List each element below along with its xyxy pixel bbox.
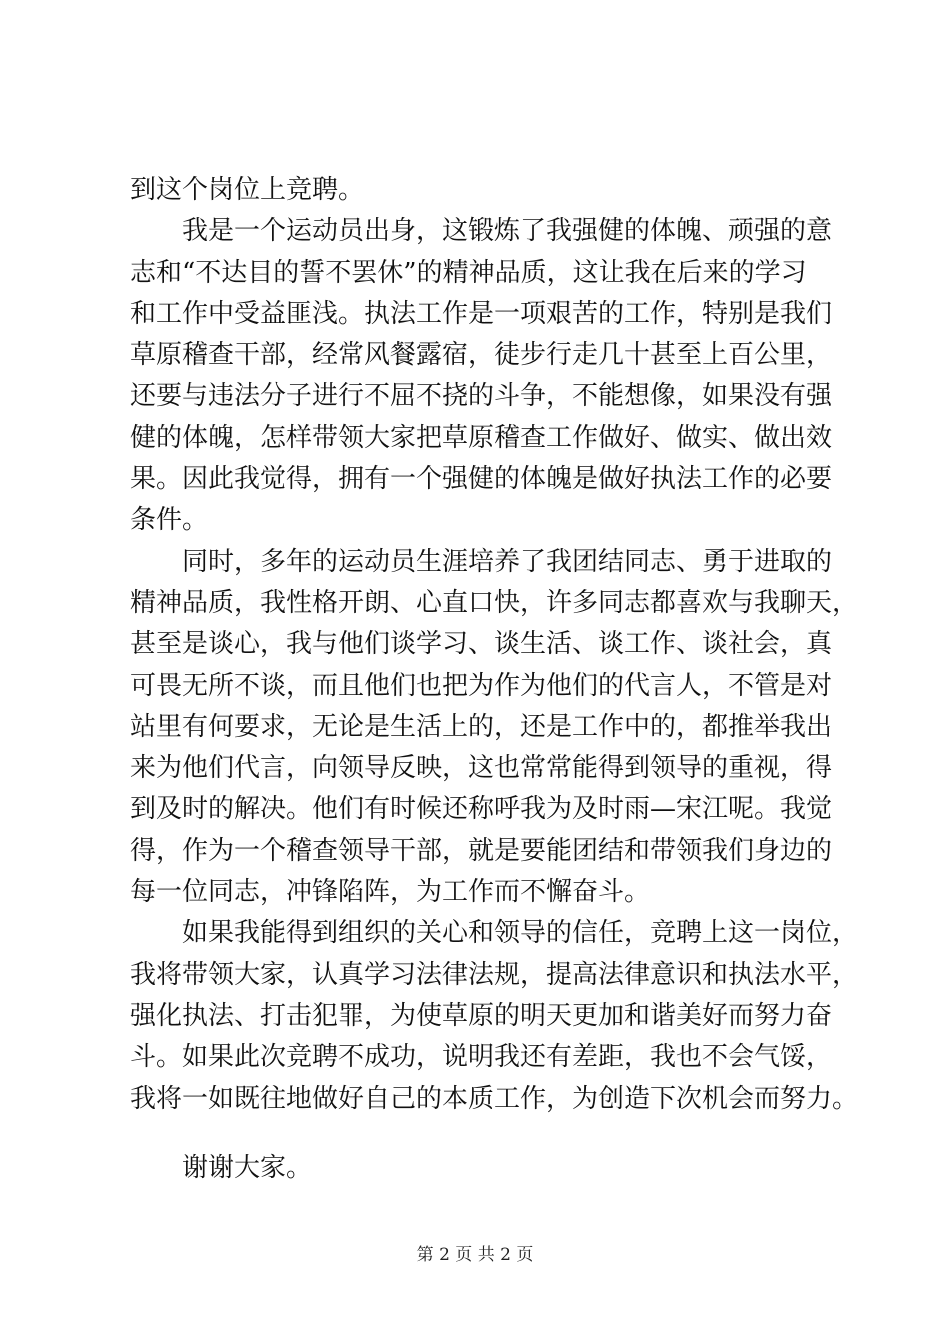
text-line: 健的体魄，怎样带领大家把草原稽查工作做好、做实、做出效 — [130, 422, 833, 453]
text-line: 强化执法、打击犯罪，为使草原的明天更加和谐美好而努力奋 — [130, 1000, 833, 1031]
text-line: 我是一个运动员出身，这锻炼了我强健的体魄、顽强的意 — [182, 216, 833, 247]
text-line: 志和“不达目的誓不罢休”的精神品质，这让我在后来的学习 — [130, 257, 807, 288]
text-line: 同时，多年的运动员生涯培养了我团结同志、勇于进取的 — [182, 546, 833, 577]
text-line: 和工作中受益匪浅。执法工作是一项艰苦的工作，特别是我们 — [130, 298, 833, 329]
text-line: 到这个岗位上竞聘。 — [130, 175, 365, 205]
text-line: 可畏无所不谈，而且他们也把为作为他们的代言人，不管是对 — [130, 670, 833, 701]
paragraph — [130, 542, 859, 914]
text-line: 来为他们代言，向领导反映，这也常常能得到领导的重视，得 — [130, 753, 833, 784]
text-line: 条件。 — [130, 505, 209, 536]
text-line: 精神品质，我性格开朗、心直口快，许多同志都喜欢与我聊天， — [130, 587, 859, 618]
text-line: 每一位同志，冲锋陷阵，为工作而不懈奋斗。 — [130, 877, 651, 908]
text-line: 果。因此我觉得，拥有一个强健的体魄是做好执法工作的必要 — [130, 464, 833, 495]
text-line: 还要与违法分子进行不屈不挠的斗争，不能想像，如果没有强 — [130, 381, 833, 412]
closing-line: 谢谢大家。 — [182, 1152, 313, 1183]
paragraph — [130, 913, 859, 1119]
text-line: 斗。如果此次竞聘不成功，说明我还有差距，我也不会气馁， — [130, 1042, 833, 1073]
paragraph-gap — [130, 1120, 850, 1148]
paragraph — [130, 211, 850, 541]
text-line: 如果我能得到组织的关心和领导的信任，竞聘上这一岗位， — [182, 918, 859, 949]
text-line: 得，作为一个稽查领导干部，就是要能团结和带领我们身边的 — [130, 835, 833, 866]
document-body — [130, 170, 859, 1189]
text-line: 站里有何要求，无论是生活上的，还是工作中的，都推举我出 — [130, 711, 833, 742]
text-line: 甚至是谈心，我与他们谈学习、谈生活、谈工作、谈社会，真 — [130, 629, 833, 660]
text-line: 我将带领大家，认真学习法律法规，提高法律意识和执法水平， — [130, 959, 859, 990]
page-number-footer: 第 2 页 共 2 页 — [416, 1245, 534, 1265]
closing-paragraph — [130, 1148, 850, 1189]
text-line: 到及时的解决。他们有时候还称呼我为及时雨—宋江呢。我觉 — [130, 794, 833, 825]
text-line: 我将一如既往地做好自己的本质工作，为创造下次机会而努力。 — [130, 1083, 859, 1114]
text-line: 草原稽查干部，经常风餐露宿，徒步行走几十甚至上百公里， — [130, 340, 833, 371]
paragraph — [130, 170, 850, 211]
